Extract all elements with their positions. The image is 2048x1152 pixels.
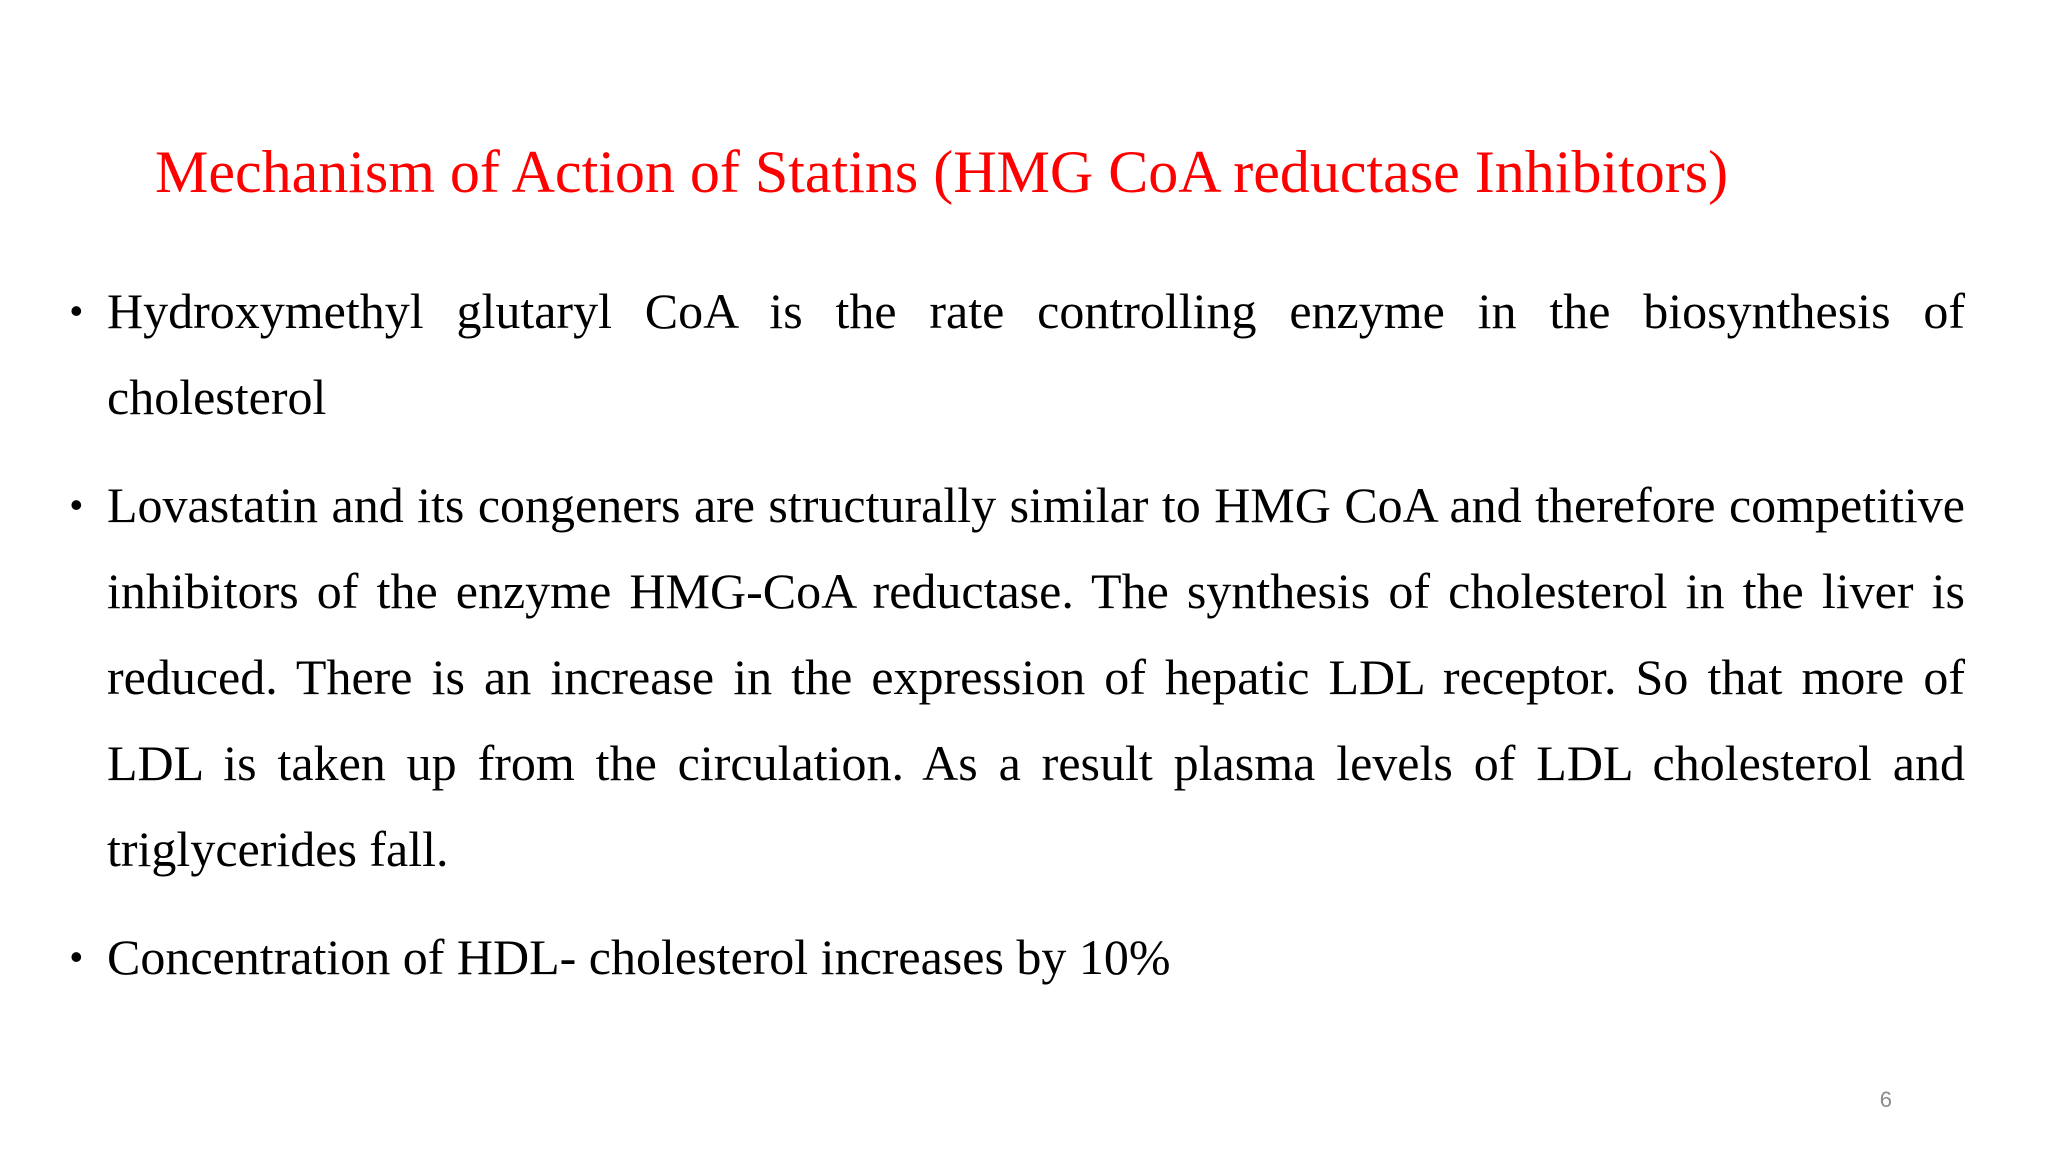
bullet-text: Hydroxymethyl glutaryl CoA is the rate controlling enzyme in the biosynthesis of cholesterol — [107, 283, 1965, 425]
slide-title: Mechanism of Action of Statins (HMG CoA reductase Inhibitors) — [155, 139, 1729, 205]
bullet-icon: • — [70, 484, 83, 525]
bullet-icon: • — [70, 936, 83, 977]
bullet-item-lovastatin — [70, 462, 1965, 892]
bullet-text: Lovastatin and its congeners are structurally similar to HMG CoA and therefore competitive inhibitors of the enzyme HMG-CoA reductase. The synthesis of cholesterol in the liver is reduced. There is an increase in the expression of hepatic LDL receptor. So that more of LDL is taken up from the circulation. As a result plasma levels of LDL cholesterol and triglycerides fall. — [107, 477, 1965, 877]
bullet-text: Concentration of HDL- cholesterol increases by 10% — [107, 929, 1171, 985]
bullet-icon: • — [70, 290, 83, 331]
bullet-list — [70, 268, 1965, 1022]
bullet-item-hdl — [70, 914, 1965, 1000]
page-number: 6 — [1879, 1087, 1892, 1112]
bullet-item-enzyme — [70, 268, 1965, 440]
